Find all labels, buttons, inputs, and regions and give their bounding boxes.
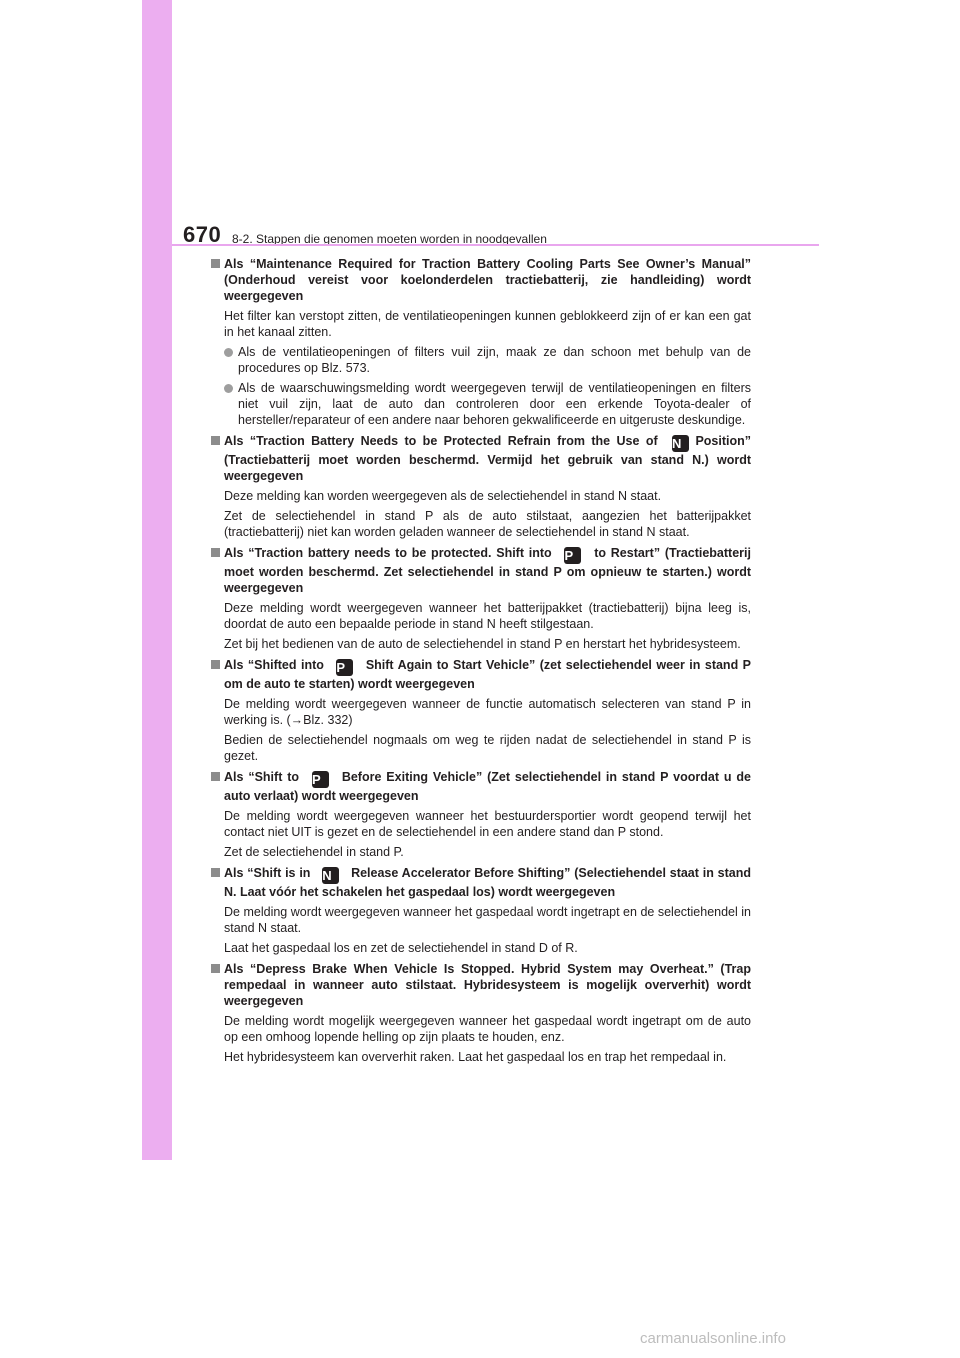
gear-p-icon: P xyxy=(564,547,581,564)
paragraph: Deze melding wordt weergegeven wanneer het batterijpakket (tractiebatterij) bijna leeg is, doordat de auto een bepaalde periode in stand N heeft stilgestaan. xyxy=(224,601,751,631)
heading-text-a: Als “Shift to xyxy=(224,770,300,784)
message-item xyxy=(210,545,751,652)
paragraph: Zet de selectiehendel in stand P. xyxy=(224,845,404,859)
square-bullet-icon xyxy=(211,259,220,268)
item-heading xyxy=(210,433,751,484)
heading-text-b: to Restart” (Tractiebatterij moet worden beschermd. Zet selectiehendel in stand P om opnieuw te starten.) wordt weergegeven xyxy=(224,546,751,595)
bullet-text: Als de ventilatieopeningen of filters vuil zijn, maak ze dan schoon met behulp van de procedures op Blz. 573. xyxy=(238,345,751,375)
paragraph: Deze melding kan worden weergegeven als de selectiehendel in stand N staat. xyxy=(224,489,662,503)
message-item xyxy=(210,657,751,764)
message-item xyxy=(210,256,751,428)
square-bullet-icon xyxy=(211,964,220,973)
gear-n-icon: N xyxy=(322,867,339,884)
heading-text-a: Als “Traction battery needs to be protected. Shift into xyxy=(224,546,552,560)
gear-p-icon: P xyxy=(312,771,329,788)
paragraph: Laat het gaspedaal los en zet de selectiehendel in stand D of R. xyxy=(224,941,578,955)
item-heading xyxy=(210,961,751,1009)
item-heading xyxy=(210,256,751,304)
watermark: carmanualsonline.info xyxy=(640,1330,786,1347)
message-item xyxy=(210,961,751,1065)
square-bullet-icon xyxy=(211,868,220,877)
paragraph: Zet de selectiehendel in stand P als de auto stilstaat, aangezien het batterijpakket (tractiebatterij) niet kan worden geladen wanneer de selectiehendel in stand N staat. xyxy=(224,509,751,539)
content xyxy=(210,256,751,1070)
message-item xyxy=(210,865,751,956)
circle-bullet-icon xyxy=(224,348,233,357)
heading-text: Als “Depress Brake When Vehicle Is Stopped. Hybrid System may Overheat.” (Trap rempedaal in wanneer auto stilstaat. Hybridesysteem is mogelijk oververhit) wordt weergegeven xyxy=(224,962,751,1008)
square-bullet-icon xyxy=(211,548,220,557)
paragraph: De melding wordt mogelijk weergegeven wanneer het gaspedaal wordt ingetrapt om de auto op een omhoog lopende helling op zijn plaats te houden, enz. xyxy=(224,1014,751,1044)
heading-text-b: Release Accelerator Before Shifting” (Selectiehendel staat in stand N. Laat vóór het schakelen het gaspedaal los) wordt weergegeven xyxy=(224,866,751,899)
item-heading xyxy=(210,657,751,692)
item-heading xyxy=(210,865,751,900)
paragraph: Het filter kan verstopt zitten, de ventilatieopeningen kunnen geblokkeerd zijn of er kan een gat in het kanaal zitten. xyxy=(224,309,751,339)
heading-text: Als “Maintenance Required for Traction Battery Cooling Parts See Owner’s Manual” (Onderhoud vereist voor koelonderdelen tractiebatterij, zie handleiding) wordt weergegeven xyxy=(224,257,751,303)
message-item xyxy=(210,433,751,540)
section-title: 8-2. Stappen die genomen moeten worden in noodgevallen xyxy=(232,232,547,246)
paragraph: Zet bij het bedienen van de auto de selectiehendel in stand P en herstart het hybridesysteem. xyxy=(224,637,741,651)
bullet-item xyxy=(210,344,751,376)
heading-text-b: Before Exiting Vehicle” (Zet selectiehendel in stand P voordat u de auto verlaat) wordt weergegeven xyxy=(224,770,751,803)
page-number: 670 xyxy=(183,222,222,247)
heading-text-a: Als “Traction Battery Needs to be Protected Refrain from the Use of xyxy=(224,434,658,448)
paragraph: Bedien de selectiehendel nogmaals om weg te rijden nadat de selectiehendel in stand P is gezet. xyxy=(224,733,751,763)
paragraph: De melding wordt weergegeven wanneer het gaspedaal wordt ingetrapt en de selectiehendel in stand N staat. xyxy=(224,905,751,935)
paragraph: De melding wordt weergegeven wanneer het bestuurdersportier wordt geopend terwijl het contact niet UIT is gezet en de selectiehendel in een andere stand dan P stond. xyxy=(224,809,751,839)
message-item xyxy=(210,769,751,860)
circle-bullet-icon xyxy=(224,384,233,393)
item-heading xyxy=(210,769,751,804)
heading-text-a: Als “Shift is in xyxy=(224,866,311,880)
gear-n-icon: N xyxy=(672,435,689,452)
item-heading xyxy=(210,545,751,596)
header-divider xyxy=(172,244,819,246)
paragraph: Het hybridesysteem kan oververhit raken. Laat het gaspedaal los en trap het rempedaal in. xyxy=(224,1050,727,1064)
heading-text-b: Position” (Tractiebatterij moet worden beschermd. Vermijd het gebruik van stand N.) wordt weergegeven xyxy=(224,434,751,483)
chapter-sidebar-tab xyxy=(142,0,172,1160)
bullet-text: Als de waarschuwingsmelding wordt weergegeven terwijl de ventilatieopeningen en filters niet vuil zijn, laat de auto dan controleren door een erkende Toyota-dealer of hersteller/reparateur of een andere naar behoren gekwalificeerde en uitgeruste deskundige. xyxy=(238,381,751,427)
square-bullet-icon xyxy=(211,772,220,781)
paragraph: De melding wordt weergegeven wanneer de functie automatisch selecteren van stand P in werking is. (→Blz. 332) xyxy=(224,697,751,727)
bullet-item xyxy=(210,380,751,428)
square-bullet-icon xyxy=(211,436,220,445)
square-bullet-icon xyxy=(211,660,220,669)
gear-p-icon: P xyxy=(336,659,353,676)
heading-text-b: Shift Again to Start Vehicle” (zet selectiehendel weer in stand P om de auto te starten) wordt weergegeven xyxy=(224,658,751,691)
heading-text-a: Als “Shifted into xyxy=(224,658,324,672)
